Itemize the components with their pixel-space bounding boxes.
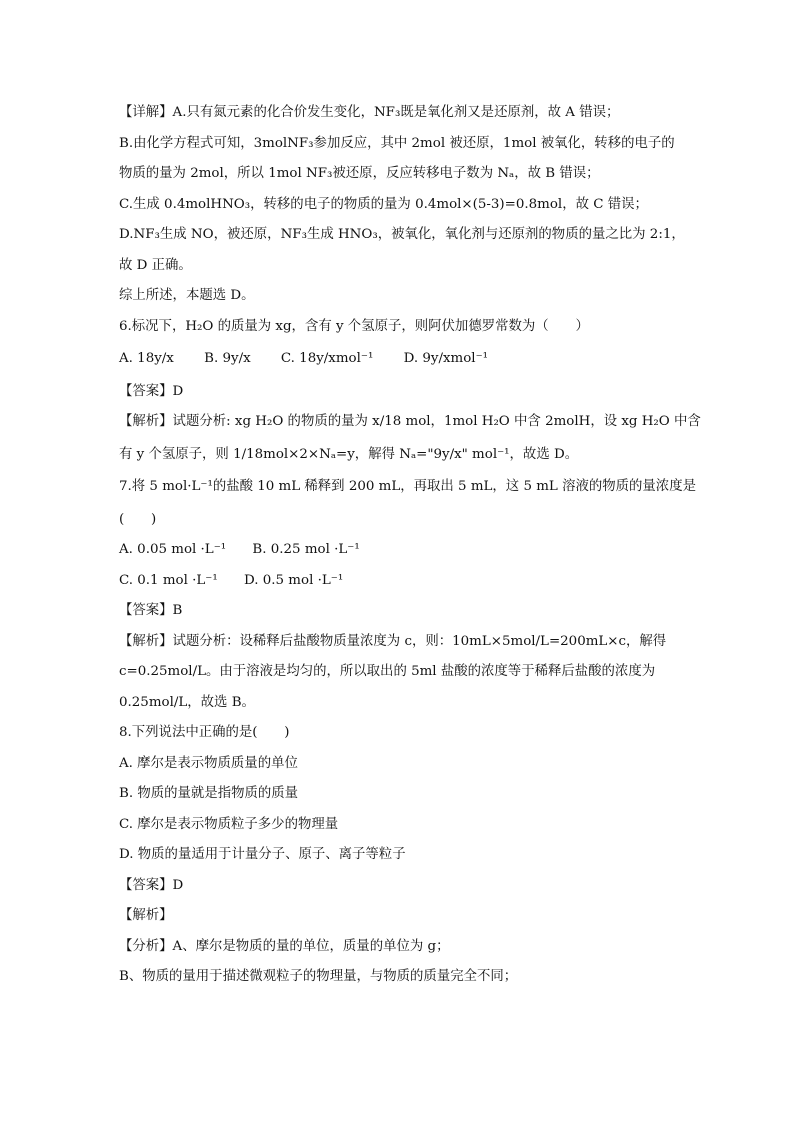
question-6-stem: 6.标况下，H₂O 的质量为 xg，含有 y 个氢原子，则阿伏加德罗常数为（ ） <box>119 318 589 334</box>
text-line: C.生成 0.4molHNO₃，转移的电子的物质的量为 0.4mol×(5-3)=0.8mol，故 C 错误； <box>119 196 648 212</box>
option-d: D. 9y/xmol⁻¹ <box>403 351 489 366</box>
option-a: A. 0.05 mol ·L⁻¹ <box>119 542 227 557</box>
question-7-stem: 7.将 5 mol·L⁻¹的盐酸 10 mL 稀释到 200 mL，再取出 5 mL，这 5 mL 溶液的物质的量浓度是 <box>119 479 696 494</box>
text-line: D.NF₃生成 NO，被还原，NF₃生成 HNO₃，被氧化，氧化剂与还原剂的物质的量之比为 2:1， <box>119 227 685 242</box>
text-line: ( ) <box>119 511 157 527</box>
question-7-options-cd <box>119 566 724 597</box>
text-line: 综上所述，本题选 D。 <box>119 288 255 303</box>
text-line: 【解析】试题分析: xg H₂O 的物质的量为 x/18 mol，1mol H₂O 中含 2molH，设 xg H₂O 中含 <box>119 414 701 429</box>
text-line: 【详解】A.只有氮元素的化合价发生变化，NF₃既是氧化剂又是还原剂，故 A 错误； <box>119 105 620 120</box>
option-b: B. 9y/x <box>204 351 251 366</box>
option-c: C. 摩尔是表示物质粒子多少的物理量 <box>119 816 339 832</box>
option-b: B. 物质的量就是指物质的质量 <box>119 786 299 801</box>
text-line: 有 y 个氢原子，则 1/18mol×2×Nₐ=y，解得 Nₐ="9y/x" mol⁻¹，故选 D。 <box>119 446 579 462</box>
text-line: c=0.25mol/L。由于溶液是均匀的，所以取出的 5ml 盐酸的浓度等于稀释后盐酸的浓度为 <box>119 664 656 679</box>
option-b: B. 0.25 mol ·L⁻¹ <box>252 542 360 557</box>
analysis-label: 【解析】 <box>119 908 173 923</box>
option-d: D. 0.5 mol ·L⁻¹ <box>243 572 344 588</box>
option-d: D. 物质的量适用于计量分子、原子、离子等粒子 <box>119 847 406 862</box>
text-line: B.由化学方程式可知，3molNF₃参加反应，其中 2mol 被还原，1mol 被氧化，转移的电子的 <box>119 135 675 151</box>
option-a: A. 18y/x <box>119 351 174 366</box>
text-line: 【解析】试题分析：设稀释后盐酸物质量浓度为 c，则：10mL×5mol/L=200mL×c，解得 <box>119 633 667 649</box>
question-7-options-ab <box>119 535 724 566</box>
option-c: C. 18y/xmol⁻¹ <box>280 351 374 366</box>
answer-label: 【答案】D <box>119 877 184 893</box>
text-line: 物质的量为 2mol，所以 1mol NF₃被还原，反应转移电子数为 Nₐ，故 B 错误； <box>119 166 600 181</box>
option-a: A. 摩尔是表示物质质量的单位 <box>119 755 298 771</box>
answer-label: 【答案】B <box>119 603 183 618</box>
text-line: 【分析】A、摩尔是物质的量的单位，质量的单位为 g； <box>119 938 450 954</box>
text-line: B、物质的量用于描述微观粒子的物理量，与物质的质量完全不同； <box>119 969 518 984</box>
option-c: C. 0.1 mol ·L⁻¹ <box>119 572 218 588</box>
text-line: 0.25mol/L，故选 B。 <box>119 694 255 710</box>
question-6-options <box>119 344 724 377</box>
question-8-stem: 8.下列说法中正确的是( ) <box>119 725 290 740</box>
answer-label: 【答案】D <box>119 383 184 399</box>
text-line: 故 D 正确。 <box>119 257 192 273</box>
